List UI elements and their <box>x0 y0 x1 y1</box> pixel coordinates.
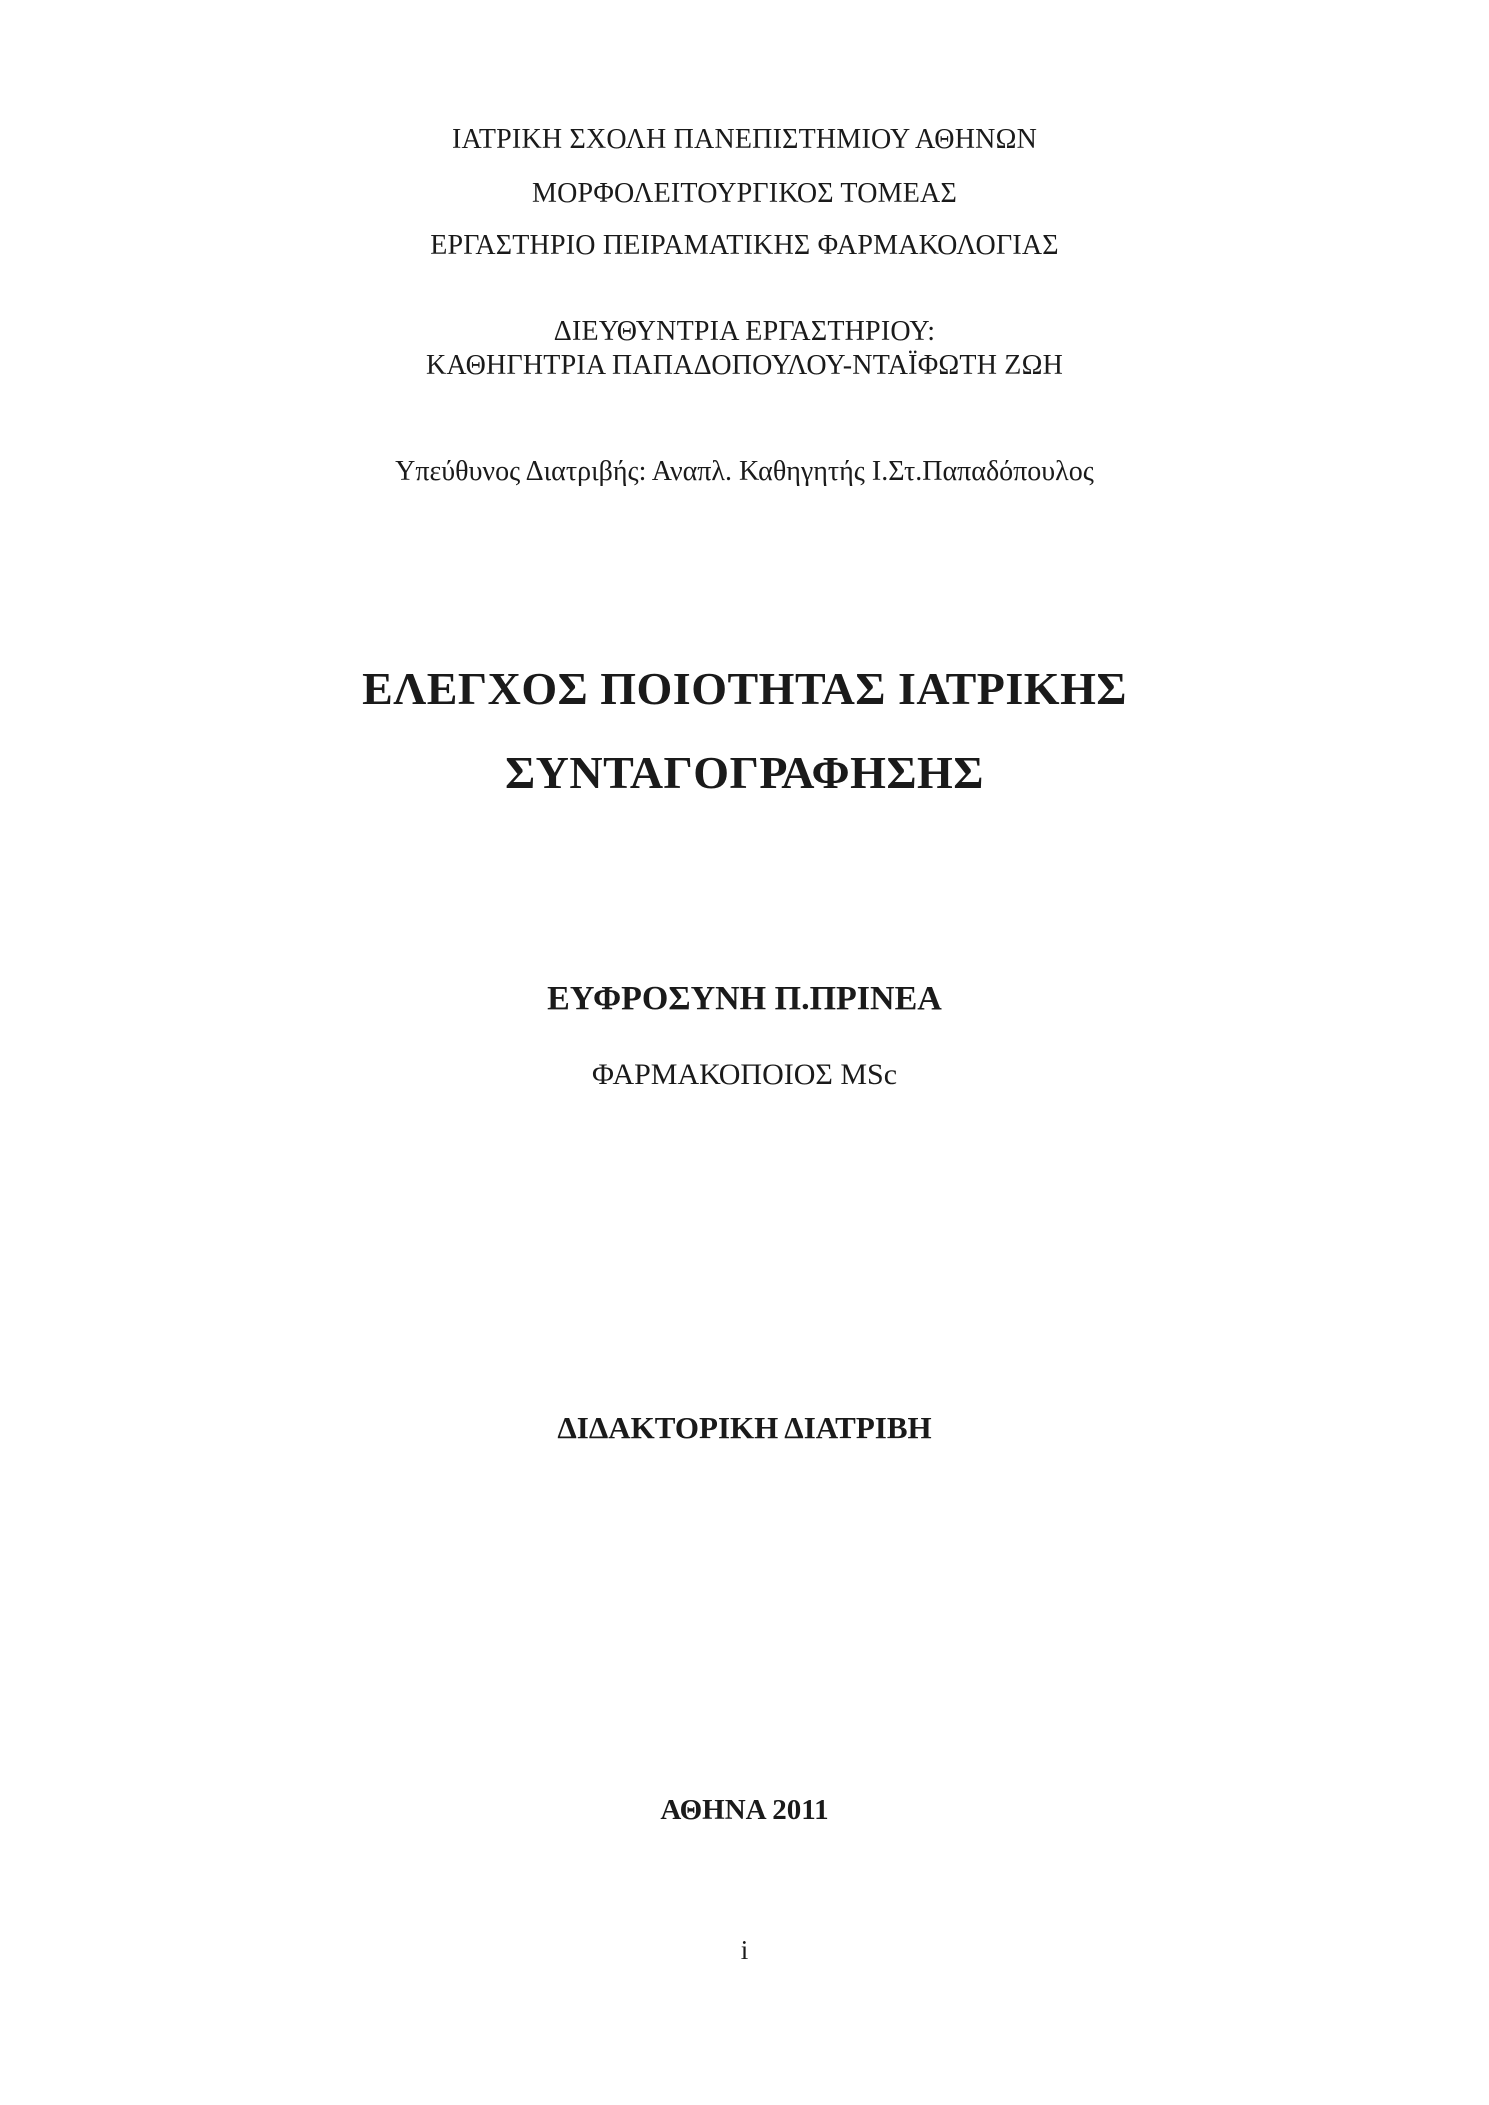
author-degree: ΦΑΡΜΑΚΟΠΟΙΟΣ MSc <box>591 1058 898 1091</box>
thesis-title-line-2: ΣΥΝΤΑΓΟΓΡΑΦΗΣΗΣ <box>505 747 984 798</box>
institution-laboratory: ΕΡΓΑΣΤΗΡΙΟ ΠΕΙΡΑΜΑΤΙΚΗΣ ΦΑΡΜΑΚΟΛΟΓΙΑΣ <box>430 230 1059 261</box>
director-label: ΔΙΕΥΘΥΝΤΡΙΑ ΕΡΓΑΣΤΗΡΙΟΥ: <box>553 316 936 347</box>
institution-department: ΜΟΡΦΟΛΕΙΤΟΥΡΓΙΚΟΣ ΤΟΜΕΑΣ <box>532 178 957 209</box>
director-name: ΚΑΘΗΓΗΤΡΙΑ ΠΑΠΑΔΟΠΟΥΛΟΥ-ΝΤΑΪΦΩΤΗ ΖΩΗ <box>425 350 1064 381</box>
thesis-title-line-1: ΕΛΕΓΧΟΣ ΠΟΙΟΤΗΤΑΣ ΙΑΤΡΙΚΗΣ <box>362 663 1127 714</box>
place-and-year: ΑΘΗΝΑ 2011 <box>660 1794 829 1826</box>
thesis-supervisor: Υπεύθυνος Διατριβής: Αναπλ. Καθηγητής Ι.Στ.Παπαδόπουλος <box>395 456 1094 487</box>
author-name: ΕΥΦΡΟΣΥΝΗ Π.ΠΡΙΝΕΑ <box>547 980 942 1017</box>
page-number: i <box>740 1935 749 1965</box>
institution-school: ΙΑΤΡΙΚΗ ΣΧΟΛΗ ΠΑΝΕΠΙΣΤΗΜΙΟΥ ΑΘΗΝΩΝ <box>451 124 1037 155</box>
document-type: ΔΙΔΑΚΤΟΡΙΚΗ ΔΙΑΤΡΙΒΗ <box>557 1410 932 1445</box>
